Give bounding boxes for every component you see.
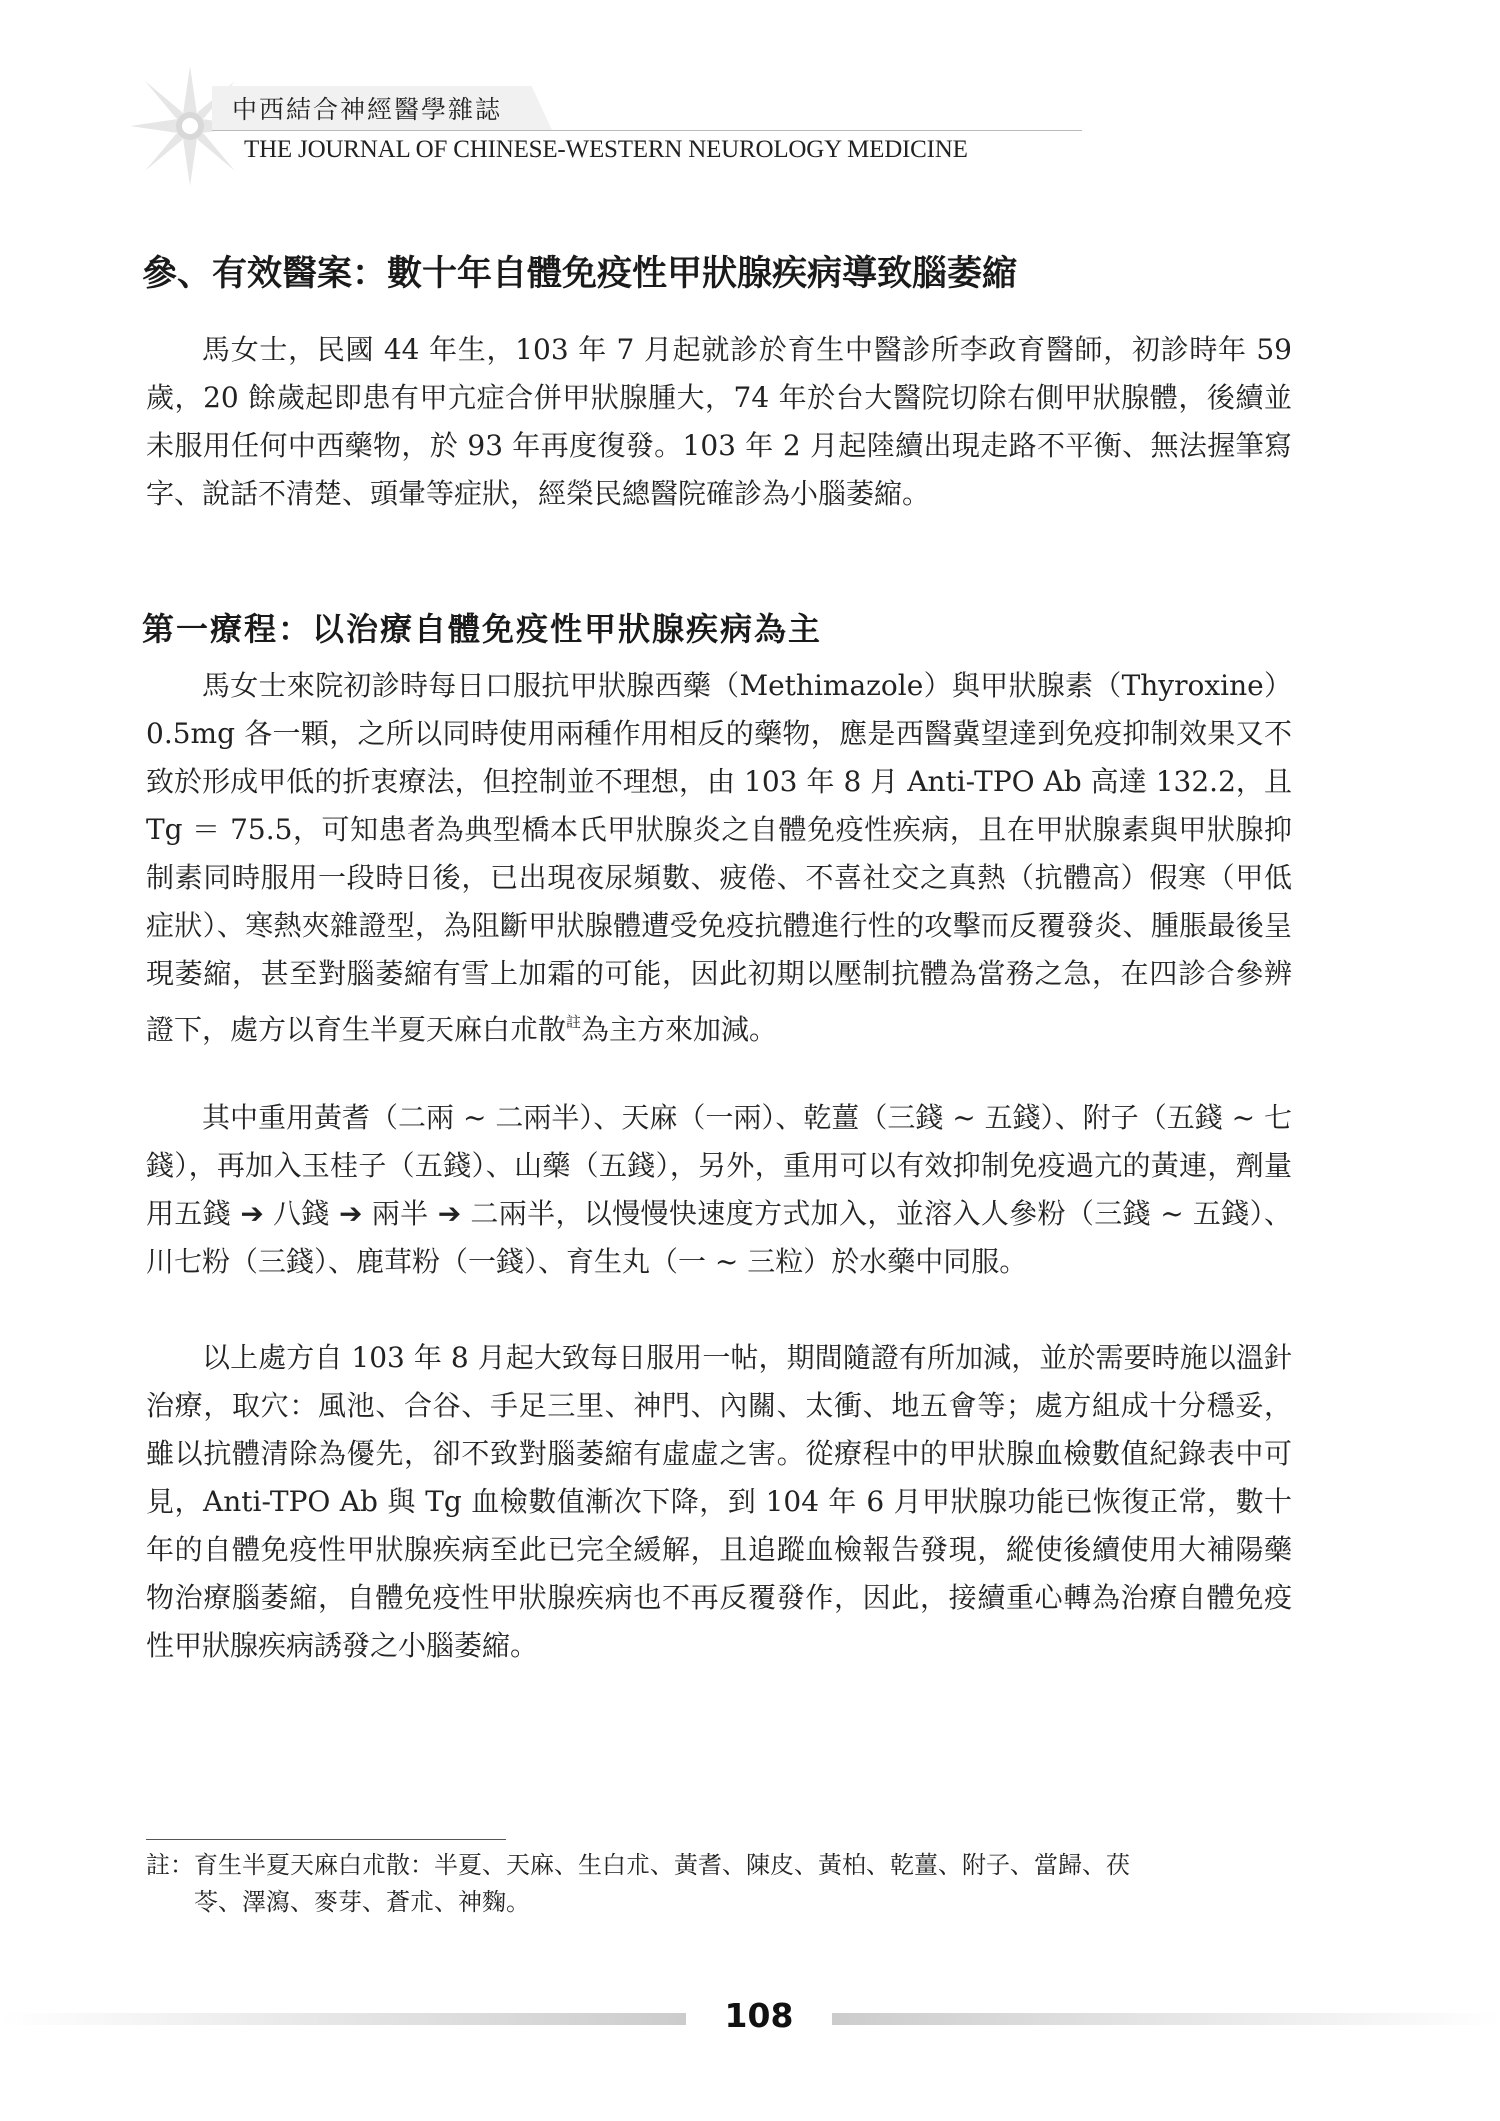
intro-paragraph: 馬女士，民國 44 年生，103 年 7 月起就診於育生中醫診所李政育醫師，初診時年 59 歲，20 餘歲起即患有甲亢症合併甲狀腺腫大，74 年於台大醫院切除右側甲狀腺體，後續並未服用任何中西藥物，於 93 年再度復發。103 年 2 月起陸續出現走路不平衡、無法握筆寫字、說話不清楚、頭暈等症狀，經榮民總醫院確診為小腦萎縮。 <box>146 333 1292 510</box>
footnote-line: 註：育生半夏天麻白朮散：半夏、天麻、生白朮、黃耆、陳皮、黃柏、乾薑、附子、當歸、茯 <box>146 1851 1130 1879</box>
header-divider <box>212 130 1082 131</box>
treatment-paragraph-2: 其中重用黃耆（二兩 ~ 二兩半）、天麻（一兩）、乾薑（三錢 ~ 五錢）、附子（五錢 ~ 七錢），再加入玉桂子（五錢）、山藥（五錢），另外，重用可以有效抑制免疫過亢的黃連，劑量用五錢 ➔ 八錢 ➔ 兩半 ➔ 二兩半，以慢慢快速度方式加入，並溶入人參粉（三錢 ~ 五錢）、川七粉（三錢）、鹿茸粉（一錢）、育生丸（一 ~ 三粒）於水藥中同服。 <box>146 1101 1292 1278</box>
footnote <box>146 1847 1296 1921</box>
footnote-line: 苓、澤瀉、麥芽、蒼朮、神麴。 <box>194 1888 530 1916</box>
footnote-divider <box>146 1839 506 1840</box>
paragraph-text: 為主方來加減。 <box>581 1013 778 1046</box>
journal-title-english: THE JOURNAL OF CHINESE-WESTERN NEUROLOGY MEDICINE <box>244 136 968 163</box>
journal-title-chinese: 中西結合神經醫學雜誌 <box>232 95 503 124</box>
section-title: 參、有效醫案：數十年自體免疫性甲狀腺疾病導致腦萎縮 <box>142 254 1018 294</box>
footer-bar-left <box>0 2013 686 2025</box>
running-header <box>0 0 1500 200</box>
treatment-paragraph-3: 以上處方自 103 年 8 月起大致每日服用一帖，期間隨證有所加減，並於需要時施以溫針治療，取穴：風池、合谷、手足三里、神門、內關、太衝、地五會等；處方組成十分穩妥，雖以抗體清除為優先，卻不致對腦萎縮有虛虛之害。從療程中的甲狀腺血檢數值紀錄表中可見，Anti-TPO Ab 與 Tg 血檢數值漸次下降，到 104 年 6 月甲狀腺功能已恢復正常，數十年的自體免疫性甲狀腺疾病至此已完全緩解，且追蹤血檢報告發現，縱使後續使用大補陽藥物治療腦萎縮，自體免疫性甲狀腺疾病也不再反覆發作，因此，接續重心轉為治療自體免疫性甲狀腺疾病誘發之小腦萎縮。 <box>146 1341 1292 1662</box>
footer-bar-right <box>832 2013 1500 2025</box>
treatment-paragraph-1 <box>146 662 1292 1054</box>
subsection-title: 第一療程：以治療自體免疫性甲狀腺疾病為主 <box>142 610 823 648</box>
footnote-marker: 註 <box>566 1013 582 1031</box>
page-number: 108 <box>724 1996 794 2035</box>
paragraph-text: 馬女士來院初診時每日口服抗甲狀腺西藥（Methimazole）與甲狀腺素（Thyroxine）0.5mg 各一顆，之所以同時使用兩種作用相反的藥物，應是西醫冀望達到免疫抑制效果又不致於形成甲低的折衷療法，但控制並不理想，由 103 年 8 月 Anti-TPO Ab 高達 132.2，且 Tg ＝ 75.5，可知患者為典型橋本氏甲狀腺炎之自體免疫性疾病，且在甲狀腺素與甲狀腺抑制素同時服用一段時日後，已出現夜尿頻數、疲倦、不喜社交之真熱（抗體高）假寒（甲低症狀）、寒熱夾雜證型，為阻斷甲狀腺體遭受免疫抗體進行性的攻擊而反覆發炎、腫脹最後呈現萎縮，甚至對腦萎縮有雪上加霜的可能，因此初期以壓制抗體為當務之急，在四診合參辨證下，處方以育生半夏天麻白朮散 <box>146 669 1292 1046</box>
